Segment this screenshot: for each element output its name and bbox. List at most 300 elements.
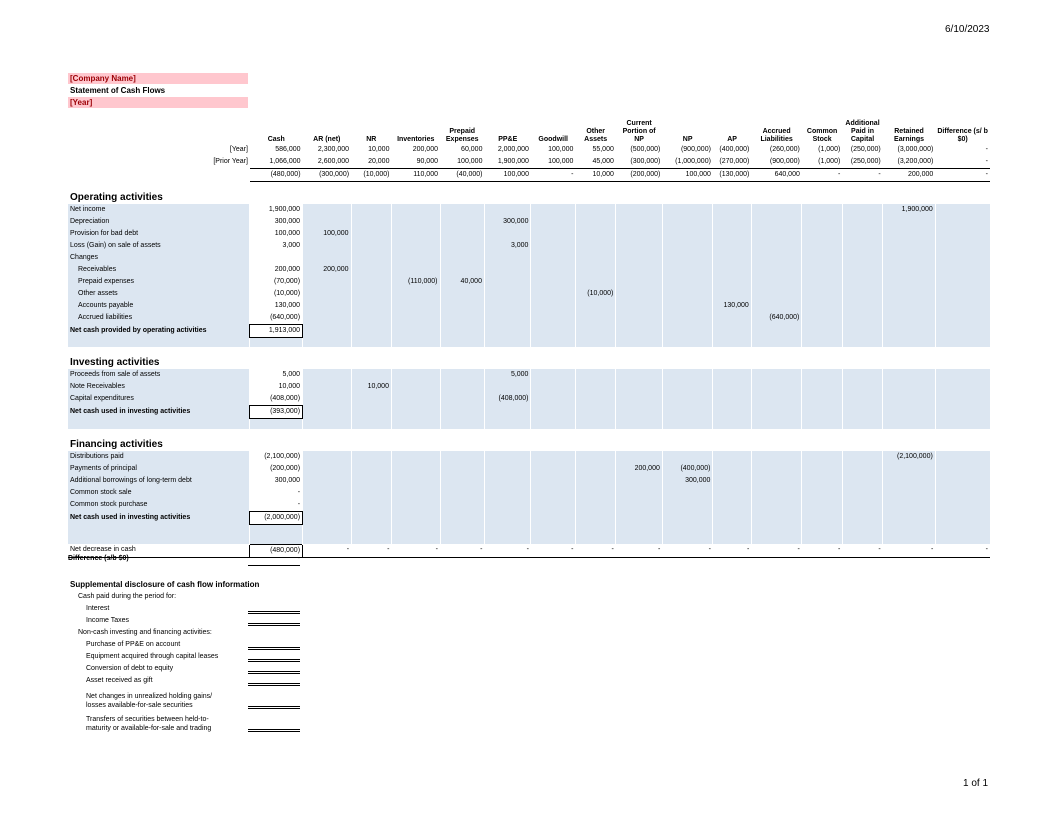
empty-cell[interactable] (713, 276, 751, 288)
empty-cell[interactable] (484, 499, 531, 512)
empty-cell[interactable] (935, 276, 990, 288)
empty-cell[interactable] (440, 288, 484, 300)
empty-cell[interactable] (713, 312, 751, 325)
empty-cell[interactable] (575, 451, 615, 463)
empty-cell[interactable] (751, 252, 802, 264)
amount-cell[interactable]: - (250, 487, 303, 499)
empty-cell[interactable] (616, 487, 663, 499)
empty-cell[interactable] (842, 264, 882, 276)
empty-cell[interactable] (440, 463, 484, 475)
amount-cell[interactable]: 10,000 (351, 381, 391, 393)
empty-cell[interactable] (351, 216, 391, 228)
empty-cell[interactable] (713, 381, 751, 393)
balance-cell[interactable]: (3,000,000) (897, 146, 934, 153)
balance-cell[interactable]: 20,000 (351, 156, 391, 169)
balance-cell[interactable]: 100,000 (440, 156, 484, 169)
empty-cell[interactable] (616, 406, 663, 419)
company-name-cell[interactable]: [Company Name] (68, 73, 248, 84)
empty-cell[interactable] (935, 312, 990, 325)
empty-cell[interactable] (616, 451, 663, 463)
empty-cell[interactable] (842, 288, 882, 300)
empty-cell[interactable] (440, 240, 484, 252)
amount-cell[interactable]: 1,900,000 (883, 204, 936, 216)
empty-cell[interactable] (662, 300, 713, 312)
empty-cell[interactable] (713, 240, 751, 252)
balance-cell[interactable]: (200,000) (616, 169, 663, 182)
empty-cell[interactable] (351, 300, 391, 312)
empty-cell[interactable] (440, 475, 484, 487)
empty-cell[interactable] (391, 228, 440, 240)
balance-cell[interactable]: (300,000) (616, 156, 663, 169)
empty-cell[interactable] (440, 499, 484, 512)
empty-cell[interactable] (883, 240, 936, 252)
empty-cell[interactable] (484, 264, 531, 276)
empty-cell[interactable] (484, 511, 531, 524)
empty-cell[interactable] (883, 511, 936, 524)
empty-cell[interactable] (616, 511, 663, 524)
empty-cell[interactable] (883, 406, 936, 419)
empty-cell[interactable] (303, 487, 352, 499)
empty-cell[interactable] (713, 487, 751, 499)
net-decrease-cell[interactable]: - (303, 544, 352, 557)
balance-cell[interactable]: 90,000 (391, 156, 440, 169)
amount-entry-line[interactable] (248, 623, 300, 626)
empty-cell[interactable] (575, 369, 615, 381)
empty-cell[interactable] (883, 288, 936, 300)
empty-cell[interactable] (616, 393, 663, 406)
empty-cell[interactable] (303, 300, 352, 312)
empty-cell[interactable] (351, 475, 391, 487)
empty-cell[interactable] (751, 475, 802, 487)
empty-cell[interactable] (842, 499, 882, 512)
empty-cell[interactable] (802, 288, 842, 300)
amount-cell[interactable]: (2,000,000) (250, 511, 303, 524)
balance-cell[interactable]: 1,066,000 (250, 156, 303, 169)
empty-cell[interactable] (662, 276, 713, 288)
empty-cell[interactable] (575, 300, 615, 312)
empty-cell[interactable] (802, 216, 842, 228)
empty-cell[interactable] (842, 381, 882, 393)
empty-cell[interactable] (391, 406, 440, 419)
empty-cell[interactable] (303, 406, 352, 419)
empty-cell[interactable] (440, 312, 484, 325)
empty-cell[interactable] (842, 216, 882, 228)
difference-value[interactable]: - (248, 553, 300, 566)
empty-cell[interactable] (751, 451, 802, 463)
empty-cell[interactable] (391, 252, 440, 264)
empty-cell[interactable] (484, 276, 531, 288)
amount-entry-line[interactable] (248, 683, 300, 686)
amount-cell[interactable]: (200,000) (250, 463, 303, 475)
empty-cell[interactable] (351, 228, 391, 240)
empty-cell[interactable] (935, 487, 990, 499)
empty-cell[interactable] (575, 511, 615, 524)
empty-cell[interactable] (802, 240, 842, 252)
balance-cell[interactable]: (400,000) (719, 146, 750, 153)
empty-cell[interactable] (935, 252, 990, 264)
empty-cell[interactable] (616, 324, 663, 337)
empty-cell[interactable] (531, 288, 575, 300)
empty-cell[interactable] (351, 463, 391, 475)
empty-cell[interactable] (351, 324, 391, 337)
empty-cell[interactable] (391, 487, 440, 499)
empty-cell[interactable] (751, 381, 802, 393)
empty-cell[interactable] (662, 288, 713, 300)
empty-cell[interactable] (751, 324, 802, 337)
empty-cell[interactable] (575, 204, 615, 216)
empty-cell[interactable] (351, 240, 391, 252)
empty-cell[interactable] (883, 487, 936, 499)
empty-cell[interactable] (751, 406, 802, 419)
net-decrease-cell[interactable]: - (391, 544, 440, 557)
empty-cell[interactable] (935, 475, 990, 487)
empty-cell[interactable] (531, 451, 575, 463)
amount-entry-line[interactable] (248, 611, 300, 614)
empty-cell[interactable] (351, 499, 391, 512)
balance-cell[interactable]: 200,000 (883, 169, 936, 182)
empty-cell[interactable] (440, 324, 484, 337)
empty-cell[interactable] (662, 264, 713, 276)
amount-entry-line[interactable] (248, 671, 300, 674)
empty-cell[interactable] (440, 381, 484, 393)
empty-cell[interactable] (802, 499, 842, 512)
empty-cell[interactable] (935, 240, 990, 252)
empty-cell[interactable] (883, 381, 936, 393)
empty-cell[interactable] (440, 204, 484, 216)
net-decrease-cell[interactable]: - (351, 544, 391, 557)
empty-cell[interactable] (531, 487, 575, 499)
amount-cell[interactable]: (2,100,000) (250, 451, 303, 463)
empty-cell[interactable] (484, 324, 531, 337)
empty-cell[interactable] (391, 312, 440, 325)
amount-cell[interactable]: (110,000) (391, 276, 440, 288)
empty-cell[interactable] (616, 204, 663, 216)
empty-cell[interactable] (662, 381, 713, 393)
amount-cell[interactable]: (10,000) (250, 288, 303, 300)
empty-cell[interactable] (751, 369, 802, 381)
empty-cell[interactable] (883, 312, 936, 325)
empty-cell[interactable] (303, 451, 352, 463)
empty-cell[interactable] (391, 264, 440, 276)
empty-cell[interactable] (391, 393, 440, 406)
empty-cell[interactable] (616, 288, 663, 300)
empty-cell[interactable] (303, 288, 352, 300)
empty-cell[interactable] (616, 300, 663, 312)
empty-cell[interactable] (935, 264, 990, 276)
balance-cell[interactable]: (10,000) (351, 169, 391, 182)
empty-cell[interactable] (713, 252, 751, 264)
empty-cell[interactable] (531, 240, 575, 252)
balance-cell[interactable]: (1,000) (802, 156, 842, 169)
empty-cell[interactable] (751, 511, 802, 524)
empty-cell[interactable] (575, 393, 615, 406)
empty-cell[interactable] (351, 252, 391, 264)
empty-cell[interactable] (440, 228, 484, 240)
empty-cell[interactable] (351, 264, 391, 276)
empty-cell[interactable] (391, 499, 440, 512)
empty-cell[interactable] (662, 393, 713, 406)
empty-cell[interactable] (883, 463, 936, 475)
empty-cell[interactable] (303, 381, 352, 393)
amount-cell[interactable]: - (250, 499, 303, 512)
empty-cell[interactable] (303, 240, 352, 252)
empty-cell[interactable] (616, 499, 663, 512)
empty-cell[interactable] (484, 406, 531, 419)
empty-cell[interactable] (531, 499, 575, 512)
empty-cell[interactable] (713, 324, 751, 337)
amount-cell[interactable]: (400,000) (662, 463, 713, 475)
empty-cell[interactable] (484, 204, 531, 216)
empty-cell[interactable] (713, 393, 751, 406)
empty-cell[interactable] (842, 324, 882, 337)
empty-cell[interactable] (662, 406, 713, 419)
empty-cell[interactable] (303, 204, 352, 216)
amount-cell[interactable]: 300,000 (484, 216, 531, 228)
empty-cell[interactable] (351, 511, 391, 524)
empty-cell[interactable] (802, 511, 842, 524)
empty-cell[interactable] (662, 369, 713, 381)
amount-cell[interactable]: (408,000) (250, 393, 303, 406)
amount-cell[interactable]: 10,000 (250, 381, 303, 393)
empty-cell[interactable] (616, 228, 663, 240)
balance-cell[interactable]: 100,000 (662, 169, 713, 182)
empty-cell[interactable] (802, 204, 842, 216)
net-decrease-cell[interactable]: - (713, 544, 751, 557)
empty-cell[interactable] (351, 204, 391, 216)
empty-cell[interactable] (575, 324, 615, 337)
empty-cell[interactable] (802, 228, 842, 240)
empty-cell[interactable] (303, 463, 352, 475)
empty-cell[interactable] (751, 204, 802, 216)
amount-cell[interactable]: 200,000 (303, 264, 352, 276)
empty-cell[interactable] (303, 324, 352, 337)
empty-cell[interactable] (751, 463, 802, 475)
empty-cell[interactable] (883, 276, 936, 288)
empty-cell[interactable] (250, 252, 303, 264)
net-decrease-cell[interactable]: - (575, 544, 615, 557)
empty-cell[interactable] (935, 393, 990, 406)
empty-cell[interactable] (883, 369, 936, 381)
empty-cell[interactable] (575, 228, 615, 240)
empty-cell[interactable] (616, 475, 663, 487)
amount-cell[interactable]: 5,000 (484, 369, 531, 381)
empty-cell[interactable] (713, 475, 751, 487)
empty-cell[interactable] (842, 204, 882, 216)
balance-cell[interactable]: (250,000) (842, 156, 882, 169)
empty-cell[interactable] (575, 499, 615, 512)
empty-cell[interactable] (802, 406, 842, 419)
empty-cell[interactable] (531, 463, 575, 475)
net-decrease-cell[interactable]: - (751, 544, 802, 557)
empty-cell[interactable] (802, 369, 842, 381)
empty-cell[interactable] (575, 475, 615, 487)
empty-cell[interactable] (713, 228, 751, 240)
empty-cell[interactable] (391, 381, 440, 393)
empty-cell[interactable] (351, 276, 391, 288)
empty-cell[interactable] (531, 475, 575, 487)
amount-cell[interactable]: (408,000) (484, 393, 531, 406)
empty-cell[interactable] (883, 324, 936, 337)
balance-cell[interactable]: - (531, 169, 575, 182)
empty-cell[interactable] (575, 216, 615, 228)
empty-cell[interactable] (391, 216, 440, 228)
empty-cell[interactable] (662, 511, 713, 524)
empty-cell[interactable] (935, 324, 990, 337)
empty-cell[interactable] (662, 240, 713, 252)
empty-cell[interactable] (531, 312, 575, 325)
empty-cell[interactable] (303, 276, 352, 288)
empty-cell[interactable] (935, 300, 990, 312)
empty-cell[interactable] (575, 381, 615, 393)
empty-cell[interactable] (531, 228, 575, 240)
amount-cell[interactable]: 1,913,000 (250, 324, 303, 337)
empty-cell[interactable] (484, 300, 531, 312)
empty-cell[interactable] (883, 252, 936, 264)
empty-cell[interactable] (713, 406, 751, 419)
empty-cell[interactable] (484, 312, 531, 325)
empty-cell[interactable] (391, 451, 440, 463)
net-decrease-cell[interactable]: - (802, 544, 842, 557)
empty-cell[interactable] (440, 216, 484, 228)
empty-cell[interactable] (531, 406, 575, 419)
empty-cell[interactable] (616, 276, 663, 288)
empty-cell[interactable] (440, 406, 484, 419)
empty-cell[interactable] (935, 204, 990, 216)
empty-cell[interactable] (883, 393, 936, 406)
balance-cell[interactable]: (1,000,000) (662, 156, 713, 169)
amount-cell[interactable]: (10,000) (575, 288, 615, 300)
balance-cell[interactable]: - (802, 169, 842, 182)
balance-cell[interactable]: 100,000 (531, 156, 575, 169)
empty-cell[interactable] (802, 475, 842, 487)
empty-cell[interactable] (662, 487, 713, 499)
net-decrease-cell[interactable]: - (531, 544, 575, 557)
empty-cell[interactable] (713, 451, 751, 463)
empty-cell[interactable] (713, 511, 751, 524)
empty-cell[interactable] (616, 381, 663, 393)
empty-cell[interactable] (662, 228, 713, 240)
empty-cell[interactable] (391, 511, 440, 524)
empty-cell[interactable] (842, 463, 882, 475)
empty-cell[interactable] (351, 451, 391, 463)
empty-cell[interactable] (842, 252, 882, 264)
balance-cell[interactable]: 10,000 (368, 146, 390, 153)
empty-cell[interactable] (575, 252, 615, 264)
empty-cell[interactable] (484, 288, 531, 300)
empty-cell[interactable] (713, 204, 751, 216)
empty-cell[interactable] (842, 393, 882, 406)
empty-cell[interactable] (842, 369, 882, 381)
empty-cell[interactable] (531, 381, 575, 393)
empty-cell[interactable] (713, 369, 751, 381)
net-decrease-cell[interactable]: - (842, 544, 882, 557)
empty-cell[interactable] (842, 475, 882, 487)
empty-cell[interactable] (391, 300, 440, 312)
amount-cell[interactable]: 3,000 (484, 240, 531, 252)
empty-cell[interactable] (662, 216, 713, 228)
empty-cell[interactable] (842, 240, 882, 252)
empty-cell[interactable] (531, 324, 575, 337)
empty-cell[interactable] (616, 240, 663, 252)
empty-cell[interactable] (484, 463, 531, 475)
empty-cell[interactable] (842, 300, 882, 312)
empty-cell[interactable] (303, 252, 352, 264)
amount-cell[interactable]: (640,000) (751, 312, 802, 325)
net-decrease-cell[interactable]: - (616, 544, 663, 557)
amount-cell[interactable]: 200,000 (250, 264, 303, 276)
empty-cell[interactable] (842, 451, 882, 463)
net-decrease-cell[interactable]: - (935, 544, 990, 557)
empty-cell[interactable] (802, 324, 842, 337)
amount-cell[interactable]: 300,000 (250, 475, 303, 487)
balance-cell[interactable]: 2,600,000 (303, 156, 352, 169)
amount-cell[interactable]: 100,000 (303, 228, 352, 240)
empty-cell[interactable] (802, 252, 842, 264)
empty-cell[interactable] (935, 511, 990, 524)
empty-cell[interactable] (662, 252, 713, 264)
empty-cell[interactable] (351, 288, 391, 300)
empty-cell[interactable] (531, 252, 575, 264)
empty-cell[interactable] (616, 216, 663, 228)
empty-cell[interactable] (303, 475, 352, 487)
empty-cell[interactable] (531, 511, 575, 524)
empty-cell[interactable] (842, 511, 882, 524)
empty-cell[interactable] (351, 312, 391, 325)
balance-cell[interactable]: 45,000 (575, 156, 615, 169)
empty-cell[interactable] (751, 288, 802, 300)
empty-cell[interactable] (391, 288, 440, 300)
empty-cell[interactable] (802, 487, 842, 499)
amount-entry-line[interactable] (248, 647, 300, 650)
empty-cell[interactable] (935, 288, 990, 300)
balance-cell[interactable]: (270,000) (713, 156, 751, 169)
empty-cell[interactable] (440, 300, 484, 312)
amount-cell[interactable]: 1,900,000 (250, 204, 303, 216)
empty-cell[interactable] (935, 369, 990, 381)
amount-cell[interactable]: 5,000 (250, 369, 303, 381)
empty-cell[interactable] (575, 264, 615, 276)
empty-cell[interactable] (440, 393, 484, 406)
empty-cell[interactable] (713, 499, 751, 512)
empty-cell[interactable] (351, 487, 391, 499)
empty-cell[interactable] (391, 369, 440, 381)
balance-cell[interactable]: - (935, 156, 990, 169)
empty-cell[interactable] (391, 463, 440, 475)
empty-cell[interactable] (662, 324, 713, 337)
balance-cell[interactable]: 2,300,000 (317, 146, 350, 153)
empty-cell[interactable] (802, 463, 842, 475)
empty-cell[interactable] (802, 381, 842, 393)
amount-cell[interactable]: 300,000 (250, 216, 303, 228)
net-decrease-cell[interactable]: - (883, 544, 936, 557)
net-decrease-cell[interactable]: - (440, 544, 484, 557)
empty-cell[interactable] (391, 324, 440, 337)
balance-cell[interactable]: (260,000) (769, 146, 800, 153)
empty-cell[interactable] (751, 487, 802, 499)
empty-cell[interactable] (303, 312, 352, 325)
amount-cell[interactable]: (70,000) (250, 276, 303, 288)
empty-cell[interactable] (751, 240, 802, 252)
amount-entry-line[interactable] (248, 706, 300, 709)
amount-cell[interactable]: 40,000 (440, 276, 484, 288)
empty-cell[interactable] (802, 276, 842, 288)
empty-cell[interactable] (616, 252, 663, 264)
empty-cell[interactable] (935, 381, 990, 393)
empty-cell[interactable] (575, 463, 615, 475)
amount-cell[interactable]: 200,000 (616, 463, 663, 475)
balance-cell[interactable]: 60,000 (461, 146, 483, 153)
empty-cell[interactable] (351, 393, 391, 406)
